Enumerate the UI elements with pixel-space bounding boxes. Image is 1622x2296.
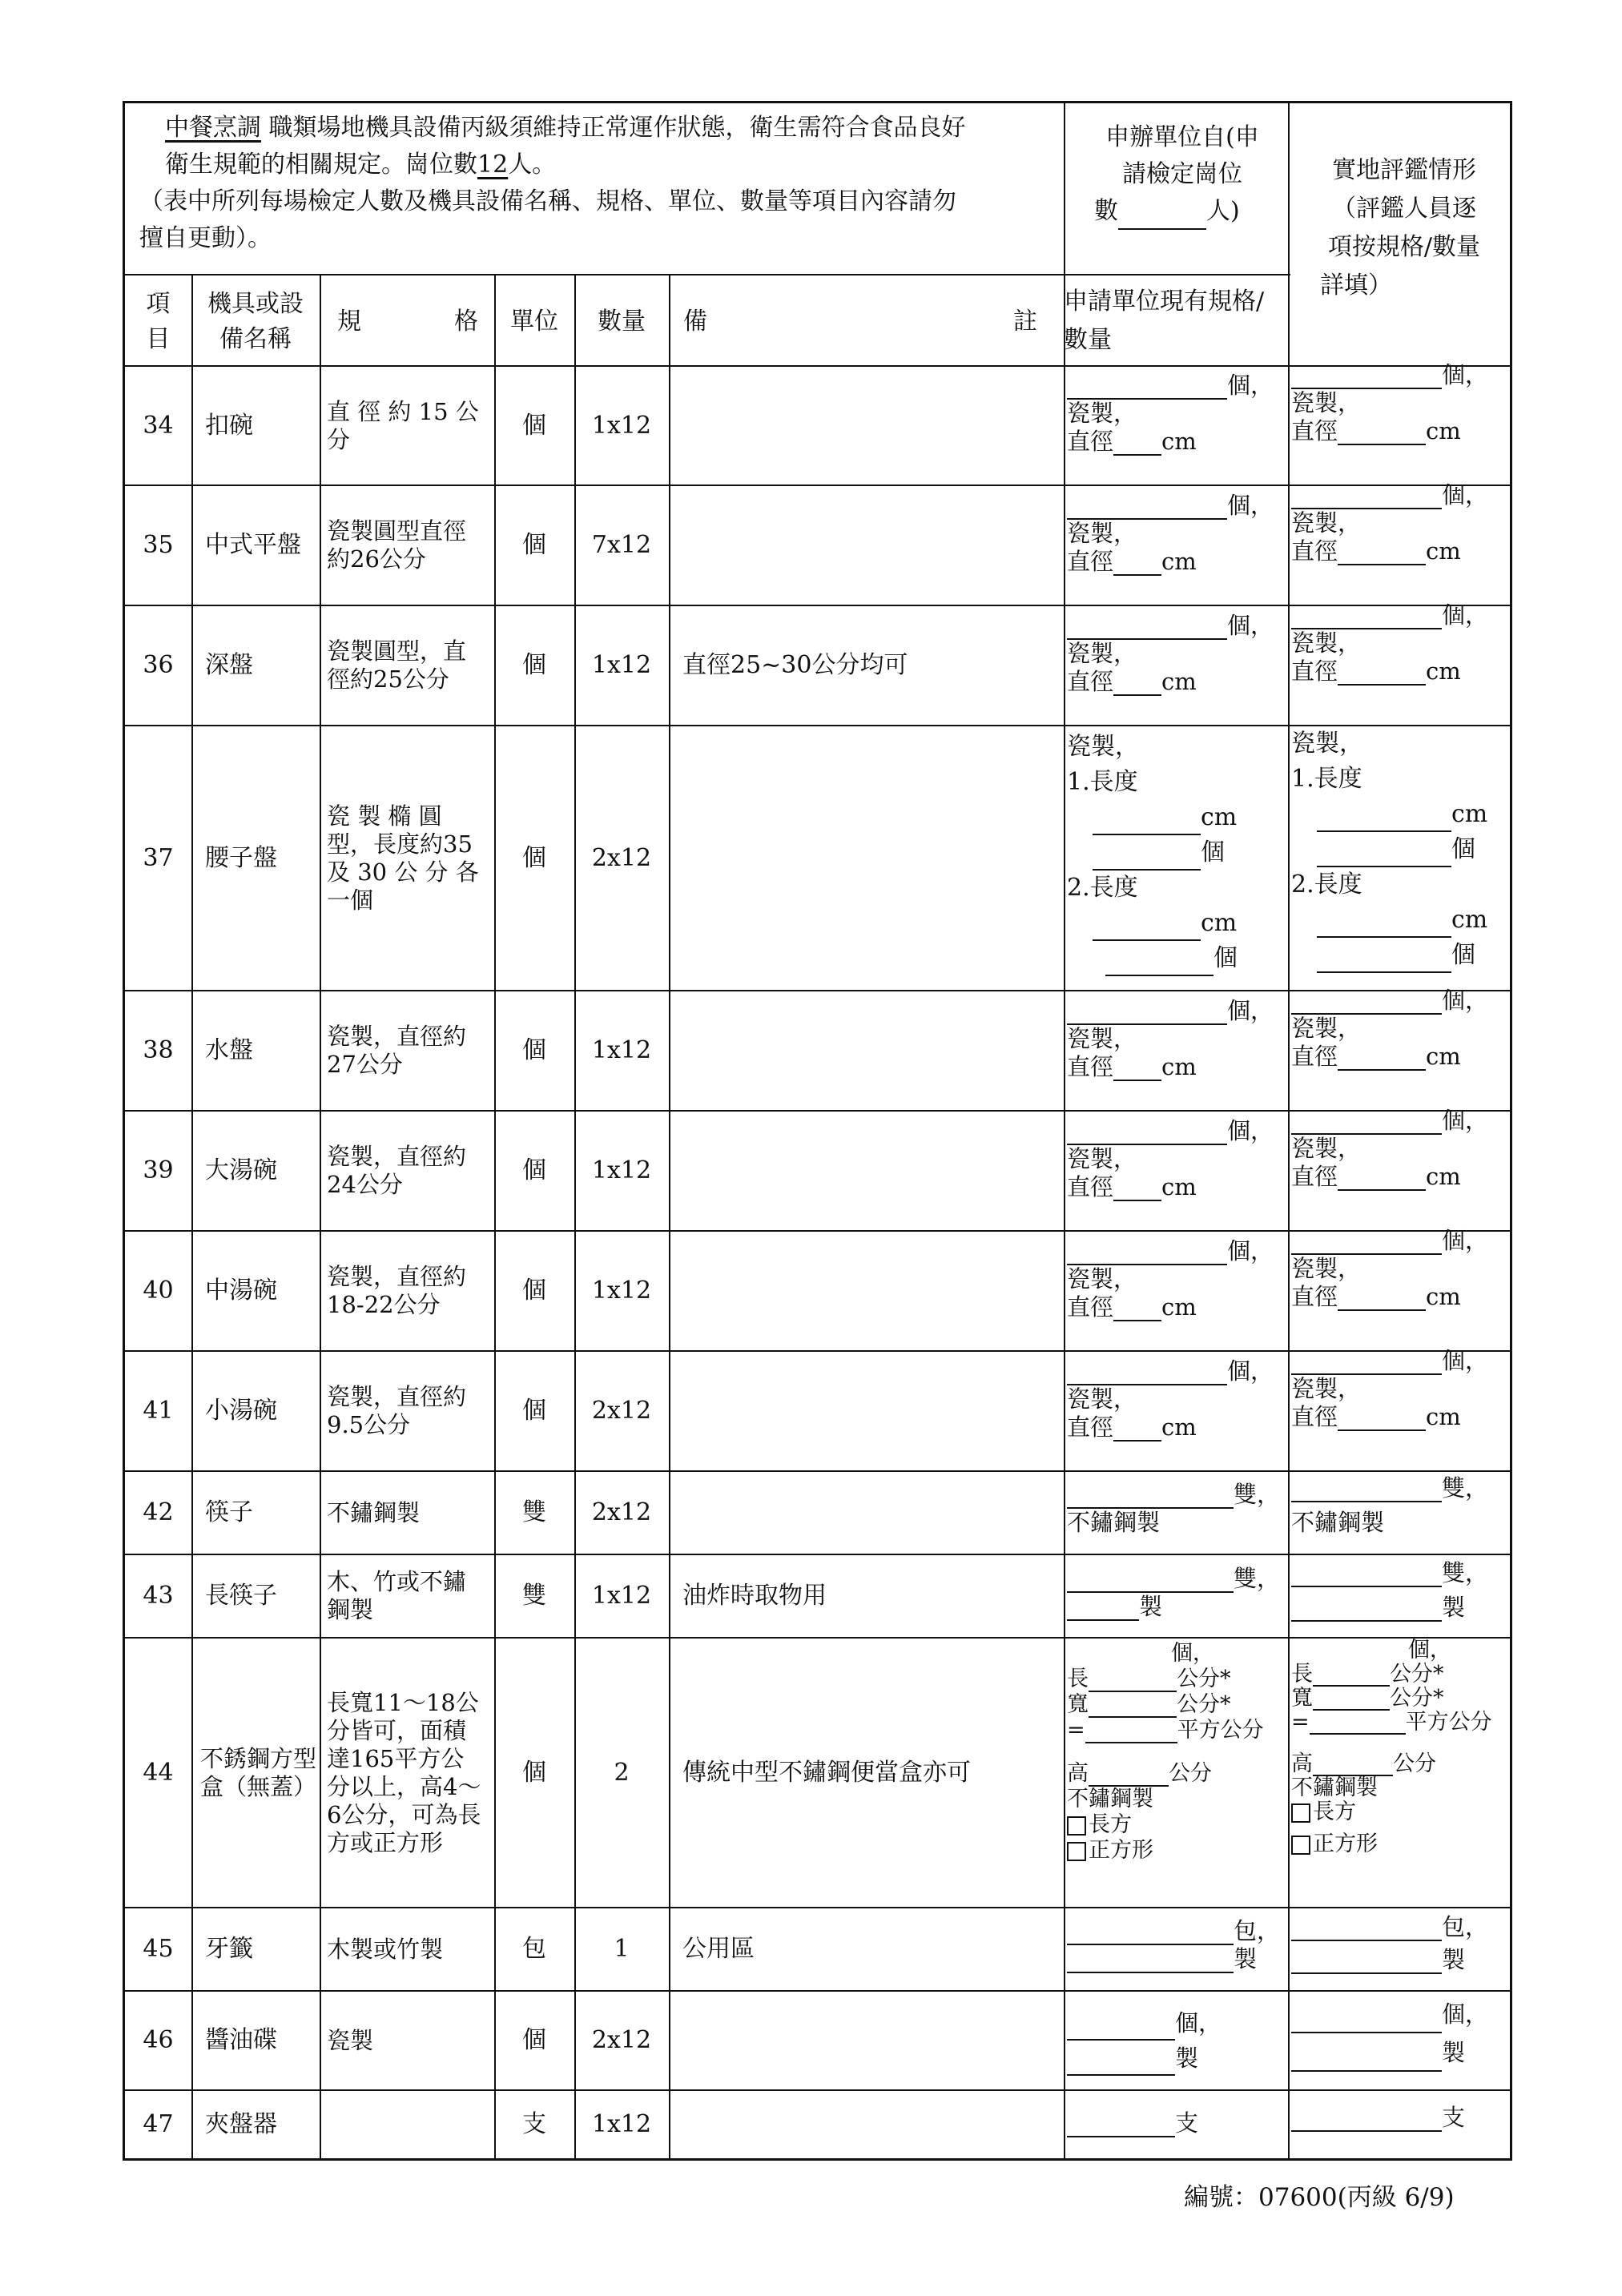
fill-current[interactable]: 個， 瓷製， 直徑 cm — [1067, 1237, 1274, 1321]
intro-text: 中餐烹調 職類場地機具設備丙級須維持正常運作狀態，衛生需符合食品良好 衛生規範的相關規定。崗位數12人。 （表中所列每場檢定人數及機具設備名稱、規格、單位、數量等項目內容請勿 擅自更動）。 — [139, 114, 966, 252]
fill-eval[interactable]: 包， 製 — [1291, 1913, 1507, 1974]
fill-current[interactable]: 個， 長 公分* 寬 公分* = 平方公分 高 公分 不鏽鋼製 長方 正方形 — [1067, 1641, 1264, 1863]
trade-name: 中餐烹調 — [165, 114, 261, 142]
fill-current[interactable]: 個， 製 — [1067, 2005, 1285, 2076]
apply-header: 申辦單位自(申 請檢定崗位 數 人) — [1070, 119, 1294, 230]
rectangle-checkbox[interactable] — [1291, 1803, 1310, 1823]
fill-eval[interactable]: 支 — [1291, 2104, 1507, 2132]
fill-eval[interactable]: 個， 瓷製， 直徑 cm — [1291, 481, 1489, 565]
fill-eval[interactable]: 個， 製 — [1291, 1995, 1507, 2072]
rectangle-checkbox[interactable] — [1067, 1816, 1086, 1836]
col-name: 機具或設備名稱 — [207, 289, 304, 353]
col-note: 備 註 — [683, 308, 1037, 336]
fill-eval[interactable]: 個， 瓷製， 直徑 cm — [1291, 987, 1489, 1070]
document-code: 編號：07600(丙級 6/9) — [1184, 2183, 1455, 2212]
fill-current[interactable]: 雙， 不鏽鋼製 — [1067, 1481, 1281, 1536]
equipment-form-table: 中餐烹調 職類場地機具設備丙級須維持正常運作狀態，衛生需符合食品良好 衛生規範的相關規定。崗位數12人。 （表中所列每場檢定人數及機具設備名稱、規格、單位、數量等項目內容請勿 擅自更動）。 申辦單位自(申 請檢定崗位 數 人) 實地評鑑情形 （評鑑人員逐 項按規格/數量 詳填） 項目 機具或設備名稱 規 格 單位 數量 備 註 申請單位現有規格/數量 34 扣碗 直 徑 約 15 公分 個 1x12 35 中式平盤 瓷製圓型直徑約26公分 個 7x12 36 深盤 瓷製圓型，直徑約25公分 個 1x12 直徑25~30公分均可 37 腰子盤 瓷 製 橢 圓型，長度約35及 30 公 分 各一個 個 2x12 38 水盤 瓷製，直徑約27公分 個 1x12 39 大湯碗 瓷製，直徑約24公分 個 1x12 40 中湯碗 瓷製，直徑約18-22公分 個 1x12 41 小湯碗 瓷製，直徑約9.5公分 個 2x12 42 筷子 不鏽鋼製 雙 2x12 43 長筷子 木、竹或不鏽鋼製 雙 1x12 油炸時取物用 44 不銹鋼方型盒（無蓋） 長寬11～18公分皆可，面積達165平方公分以上，高4～6公分，可為長方或正方形 個 2 傳統中型不鏽鋼便當盒亦可 45 牙籤 木製或竹製 包 1 公用區 46 醬油碟 瓷製 個 2x12 47 夾盤器 支 1x12 個， 瓷製， 直徑 cm 個， 瓷製， 直徑 cm 個， 瓷製， 直徑 cm 個， 瓷製， 直徑 cm 個， 瓷製， 直徑 cm 個， 瓷製， 直徑 cm 瓷製， 1.長度 cm 個 2.長度 cm 個 瓷製， 1.長度 cm 個 2.長度 cm 個 個， 瓷製， 直徑 cm 個， 瓷製， 直徑 cm 個， 瓷製， 直徑 cm 個， 瓷製， 直徑 cm 個， 瓷製， 直徑 cm 個， 瓷製， 直徑 cm 個， 瓷製， 直徑 cm 個， 瓷製， 直徑 cm 雙， 不鏽鋼製 雙， 不鏽鋼製 雙， 製 雙， 製 個， 長 公分* 寬 公分* = 平方公分 高 公分 不鏽鋼製 長方 正方形 個， 長 公分* 寬 公分* = 平方公分 高 公分 不鏽鋼製 長方 正方形 包， 製 包， 製 個， 製 個， 製 支 支 — [123, 101, 1512, 2161]
fill-current[interactable]: 瓷製， 1.長度 cm 個 2.長度 cm 個 — [1067, 730, 1285, 976]
fill-eval[interactable]: 個， 瓷製， 直徑 cm — [1291, 1347, 1489, 1430]
fill-current[interactable]: 雙， 製 — [1067, 1565, 1285, 1621]
fill-current[interactable]: 個， 瓷製， 直徑 cm — [1067, 492, 1274, 575]
fill-eval[interactable]: 個， 瓷製， 直徑 cm — [1291, 1107, 1489, 1190]
fill-eval[interactable]: 雙， 製 — [1291, 1559, 1507, 1622]
col-spec: 規 格 — [337, 308, 478, 336]
square-checkbox[interactable] — [1291, 1836, 1310, 1855]
fill-current[interactable]: 個， 瓷製， 直徑 cm — [1067, 1357, 1274, 1441]
square-checkbox[interactable] — [1067, 1842, 1086, 1861]
fill-eval[interactable]: 個， 瓷製， 直徑 cm — [1291, 1227, 1489, 1310]
fill-current[interactable]: 個， 瓷製， 直徑 cm — [1067, 372, 1274, 455]
fill-eval[interactable]: 個， 瓷製， 直徑 cm — [1291, 361, 1489, 444]
eval-header: 實地評鑑情形 （評鑑人員逐 項按規格/數量 詳填） — [1320, 156, 1481, 300]
fill-eval[interactable]: 個， 瓷製， 直徑 cm — [1291, 601, 1489, 685]
fill-eval[interactable]: 瓷製， 1.長度 cm 個 2.長度 cm 個 — [1291, 726, 1507, 973]
col-qty: 數量 — [598, 307, 646, 336]
fill-current[interactable]: 包， 製 — [1067, 1917, 1285, 1973]
fill-eval[interactable]: 雙， 不鏽鋼製 — [1291, 1474, 1489, 1536]
col-unit: 單位 — [510, 307, 558, 336]
fill-eval[interactable]: 個， 長 公分* 寬 公分* = 平方公分 高 公分 不鏽鋼製 長方 正方形 — [1291, 1638, 1492, 1856]
seat-count: 12 — [477, 151, 509, 179]
fill-current[interactable]: 個， 瓷製， 直徑 cm — [1067, 997, 1274, 1080]
col-item: 項目 — [146, 289, 171, 353]
fill-current[interactable]: 個， 瓷製， 直徑 cm — [1067, 612, 1274, 695]
fill-current[interactable]: 個， 瓷製， 直徑 cm — [1067, 1117, 1274, 1200]
fill-current[interactable]: 支 — [1067, 2109, 1285, 2137]
col-current: 申請單位現有規格/數量 — [1064, 288, 1265, 354]
